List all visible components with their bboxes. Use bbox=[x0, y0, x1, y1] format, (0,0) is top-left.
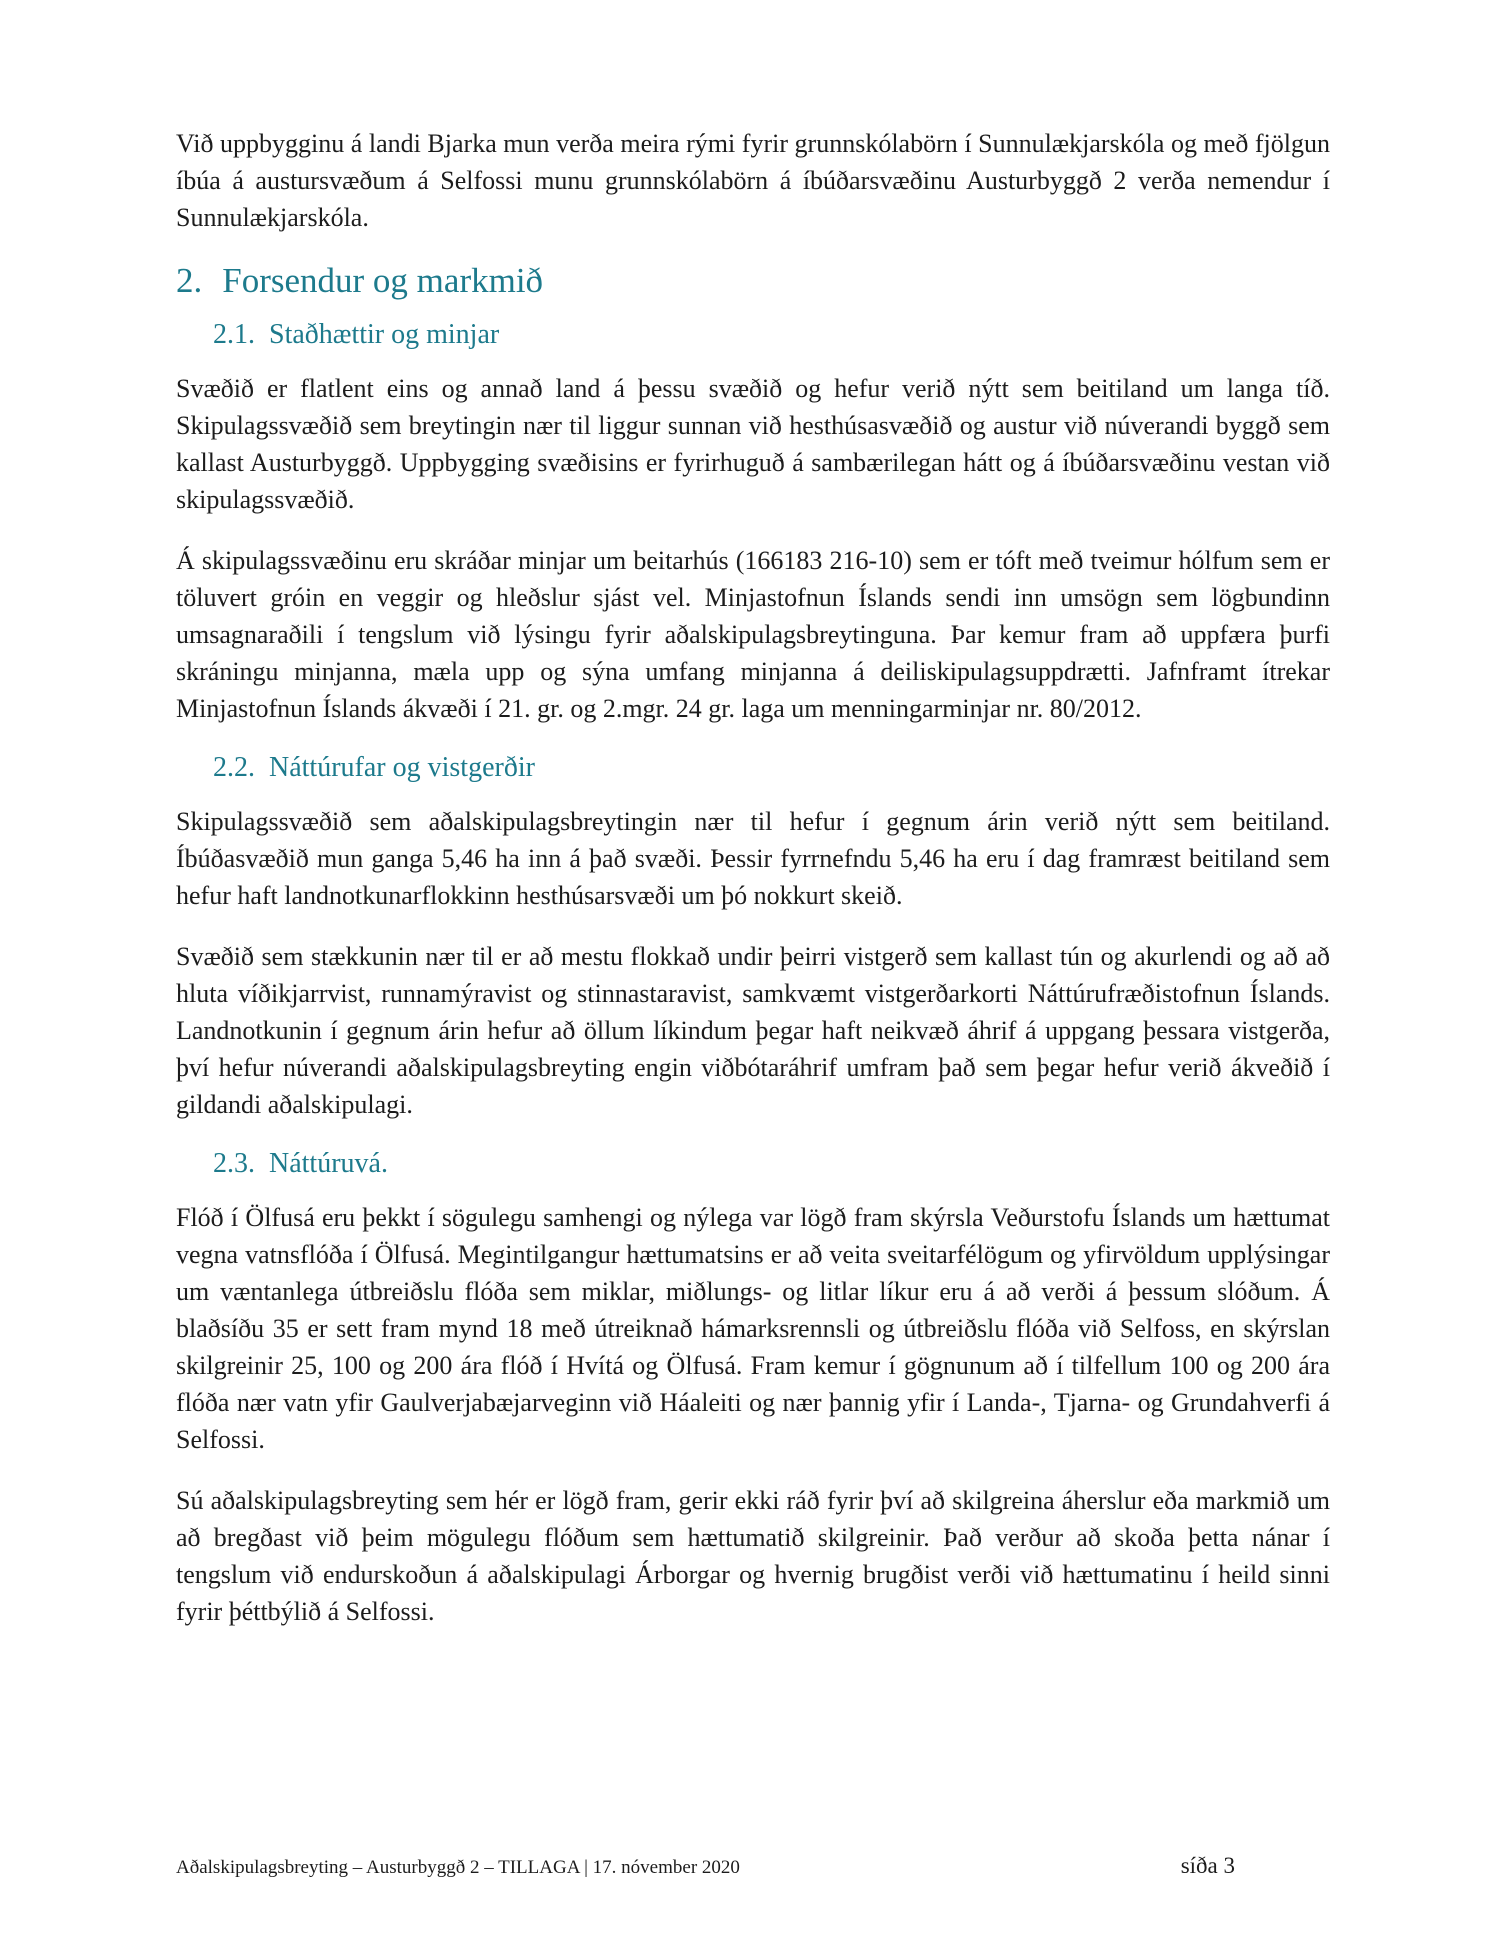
paragraph-2-1-a: Svæðið er flatlent eins og annað land á þessu svæðið og hefur verið nýtt sem beitiland um langa tíð. Skipulagssvæðið sem breytingin nær til liggur sunnan við hesthúsasvæðið og austur við núverandi byggð sem kallast Austurbyggð. Uppbygging svæðisins er fyrirhuguð á sambærilegan hátt og á íbúðarsvæðinu vestan við skipulagssvæðið. bbox=[176, 374, 1330, 514]
section-number: 2. bbox=[176, 261, 203, 300]
subsection-heading-2-2 bbox=[213, 751, 1330, 785]
paragraph-2-2-a: Skipulagssvæðið sem aðalskipulagsbreytingin nær til hefur í gegnum árin verið nýtt sem beitiland. Íbúðasvæðið mun ganga 5,46 ha inn á það svæði. Þessir fyrrnefndu 5,46 ha eru í dag framræst beitiland sem hefur haft landnotkunarflokkinn hesthúsarsvæði um þó nokkurt skeið. bbox=[176, 807, 1330, 910]
section-heading bbox=[176, 260, 1330, 302]
footer-document-title: Aðalskipulagsbreyting – Austurbyggð 2 – TILLAGA | 17. nóvember 2020 bbox=[176, 1857, 740, 1878]
subsection-heading-2-1 bbox=[213, 318, 1330, 352]
subsection-number: 2.2. bbox=[213, 752, 255, 783]
subsection-number: 2.1. bbox=[213, 319, 255, 350]
paragraph-2-1-b: Á skipulagssvæðinu eru skráðar minjar um beitarhús (166183 216-10) sem er tóft með tveimur hólfum sem er töluvert gróin en veggir og hleðslur sjást vel. Minjastofnun Íslands sendi inn umsögn sem lögbundinn umsagnaraðili í tengslum við lýsingu fyrir aðalskipulagsbreytinguna. Þar kemur fram að uppfæra þurfi skráningu minjanna, mæla upp og sýna umfang minjanna á deiliskipulagsuppdrætti. Jafnframt ítrekar Minjastofnun Íslands ákvæði í 21. gr. og 2.mgr. 24 gr. laga um menningarminjar nr. 80/2012. bbox=[176, 546, 1330, 723]
section-title: Forsendur og markmið bbox=[222, 261, 544, 300]
subsection-title: Staðhættir og minjar bbox=[269, 319, 500, 350]
subsection-number: 2.3. bbox=[213, 1148, 255, 1179]
paragraph-2-3-b: Sú aðalskipulagsbreyting sem hér er lögð fram, gerir ekki ráð fyrir því að skilgreina áherslur eða markmið um að bregðast við þeim mögulegu flóðum sem hættumatið skilgreinir. Það verður að skoða þetta nánar í tengslum við endurskoðun á aðalskipulagi Árborgar og hvernig brugðist verði við hættumatinu í heild sinni fyrir þéttbýlið á Selfossi. bbox=[176, 1486, 1330, 1626]
page-footer bbox=[176, 1853, 1330, 1879]
subsection-heading-2-3 bbox=[213, 1147, 1330, 1181]
subsection-title: Náttúrufar og vistgerðir bbox=[269, 752, 535, 783]
subsection-title: Náttúruvá. bbox=[269, 1148, 388, 1179]
intro-paragraph: Við uppbygginu á landi Bjarka mun verða meira rými fyrir grunnskólabörn í Sunnulækjarskóla og með fjölgun íbúa á austursvæðum á Selfossi munu grunnskólabörn á íbúðarsvæðinu Austurbyggð 2 verða nemendur í Sunnulækjarskóla. bbox=[176, 129, 1330, 232]
paragraph-2-2-b: Svæðið sem stækkunin nær til er að mestu flokkað undir þeirri vistgerð sem kallast tún og akurlendi og að að hluta víðikjarrvist, runnamýravist og stinnastaravist, samkvæmt vistgerðarkorti Náttúrufræðistofnun Íslands. Landnotkunin í gegnum árin hefur að öllum líkindum þegar haft neikvæð áhrif á uppgang þessara vistgerða, því hefur núverandi aðalskipulagsbreyting engin viðbótaráhrif umfram það sem þegar hefur verið ákveðið í gildandi aðalskipulagi. bbox=[176, 942, 1330, 1119]
paragraph-2-3-a: Flóð í Ölfusá eru þekkt í sögulegu samhengi og nýlega var lögð fram skýrsla Veðurstofu Íslands um hættumat vegna vatnsflóða í Ölfusá. Megintilgangur hættumatsins er að veita sveitarfélögum og yfirvöldum upplýsingar um væntanlega útbreiðslu flóða sem miklar, miðlungs- og litlar líkur eru á að verði á þessum slóðum. Á blaðsíðu 35 er sett fram mynd 18 með útreiknað hámarksrennsli og útbreiðslu flóða við Selfoss, en skýrslan skilgreinir 25, 100 og 200 ára flóð í Hvítá og Ölfusá. Fram kemur í gögnunum að í tilfellum 100 og 200 ára flóða nær vatn yfir Gaulverjabæjarveginn við Háaleiti og nær þannig yfir í Landa-, Tjarna- og Grundahverfi á Selfossi. bbox=[176, 1203, 1330, 1454]
page-number: síða 3 bbox=[1180, 1853, 1235, 1878]
